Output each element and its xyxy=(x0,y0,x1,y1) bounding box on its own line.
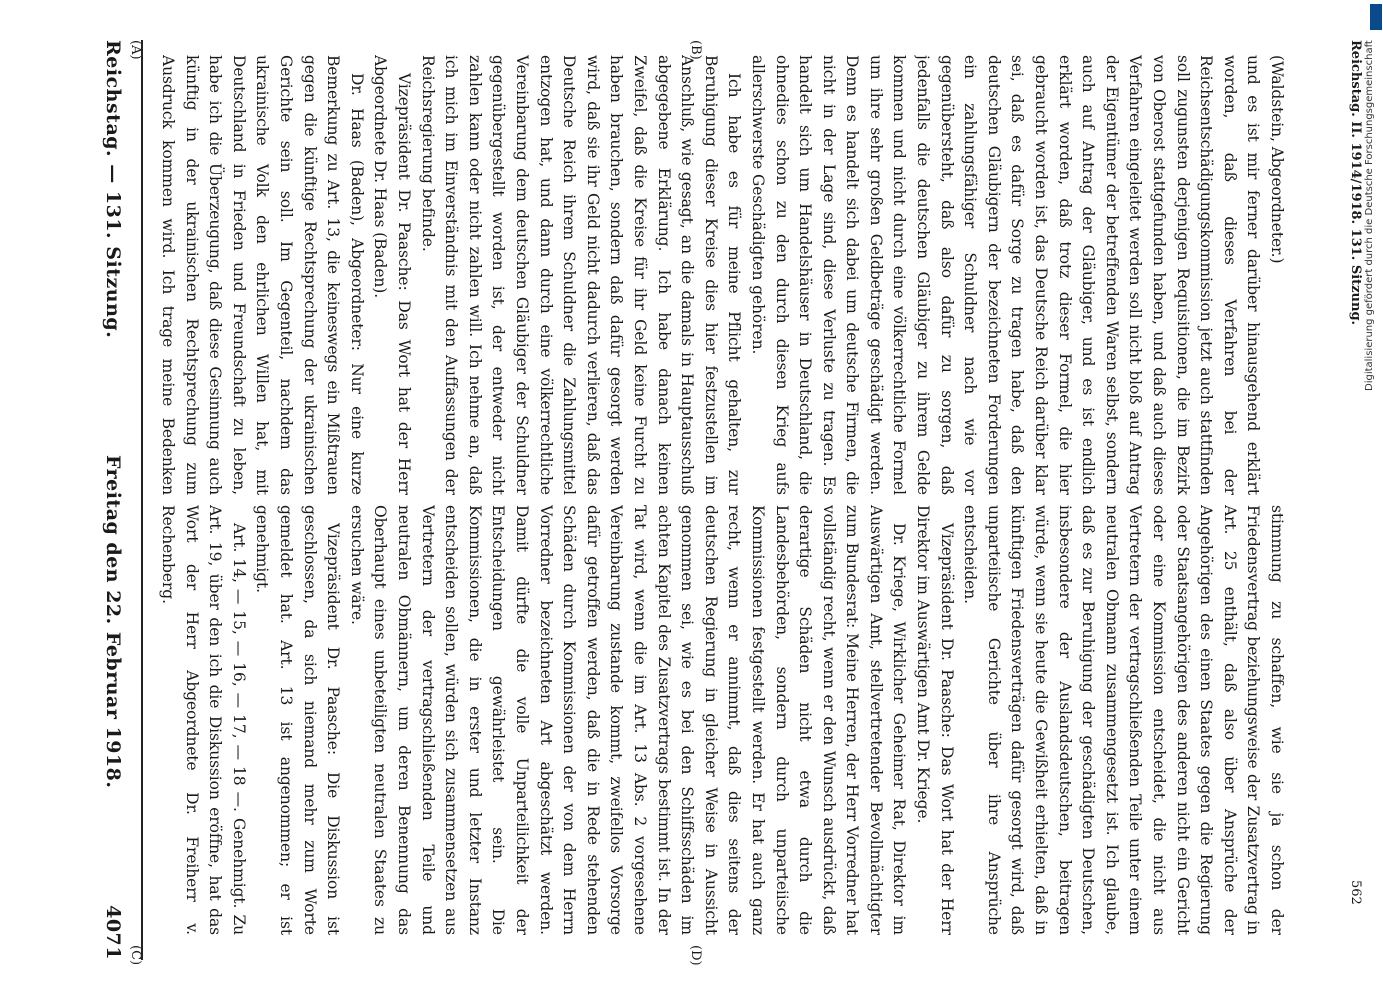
dfg-logo xyxy=(1370,4,1382,30)
right-column xyxy=(158,505,1288,935)
right-paragraph-4: Vizepräsident Dr. Paasche: Die Diskussion ist geschlossen, da sich niemand mehr zum Worte gemeldet hat. Art. 13 ist angenommen; er ist genehmigt. xyxy=(253,505,343,935)
header-rule xyxy=(141,40,143,960)
left-paragraph-2: Ich habe es für meine Pflicht gehalten, zur Beruhigung dieser Kreise dies hier festzustellen im Anschluß, wie gesagt, an die damals in Hauptausschuß abgegebene Erklärung. Ich habe danach keinen Zweifel, daß die Kreise für ihr Geld keine Furcht zu haben brauchen, sondern daß dafür gesorgt werden wird, daß sie ihr Geld nicht dadurch verlieren, daß das Deutsche Reich ihrem Schuldner die Zahlungsmittel entzogen hat, und dann durch eine völkerrechtliche Vereinbarung dem deutschen Gläubiger der Schuldner gegenübergestellt worden ist, der entweder nicht zahlen kann oder nicht zahlen will. Ich nehme an, daß ich mich im Einverständnis mit den Auffassungen der Reichsregierung befinde. xyxy=(418,55,744,495)
margin-marker-c: (C) xyxy=(128,945,143,966)
left-head: (Waldstein, Abgeordneter.) xyxy=(1268,55,1286,264)
page-footer: Reichstag. II. 1914/1918. 131. Sitzung. xyxy=(1348,40,1363,326)
signature-number: 562 xyxy=(1348,880,1363,905)
left-paragraph-4: Dr. Haas (Baden), Abgeordneter: Nur eine kurze Bemerkung zu Art. 13, die keineswegs ein Mißtrauen gegen die künftige Rechtsprechung der ukrainischen Gerichte sein soll. Im Gegenteil, nachdem das ukrainische Volk den ehrlichen Willen hat, mit Deutschland in Frieden und Freundschaft zu leben, habe ich die Überzeugung, daß diese Gesinnung auch künftig in der ukrainischen Rechtsprechung zum Ausdruck kommen wird. Ich trage meine Bedenken xyxy=(159,55,366,495)
margin-marker-b: (B) xyxy=(688,40,703,60)
margin-marker-a: (A) xyxy=(128,40,143,60)
right-paragraph-3: Dr. Kriege, Wirklicher Geheimer Rat, Direktor im Auswärtigen Amt, stellvertretender Bevollmächtigter zum Bundesrat: Meine Herren, der Herr Vorredner hat vollständig recht, wenn er den Wunsch ausdrückt, daß derartige Schäden nicht etwa durch die Landesbehörden, sondern durch unparteiische Kommissionen festgestellt werden. Er hat auch ganz recht, wenn er annimmt, daß dies seitens der deutschen Regierung in gleicher Weise in Aussicht genommen sei, wie es bei den Schiffsschäden im achten Kapitel des Zusatzvertrags bestimmt ist. In der Tat wird, wenn die im Art. 13 Abs. 2 vorgesehene Vereinbarung zustande kommt, zweifellos Vorsorge dafür getroffen werden, daß die in Rede stehenden Schäden durch Kommissionen der von dem Herrn Vorredner bezeichneten Art abgeschätzt werden. Damit dürfte die volle Unparteilichkeit der Entscheidungen gewährleistet sein. Die Kommissionen, die in erster und letzter Instanz entscheiden sollen, würden sich zusammensetzen aus Vertretern der vertragschließenden Teile und neutralen Obmännern, um deren Benennung das Oberhaupt eines unbeteiligten neutralen Staates zu ersuchen wäre. xyxy=(347,505,909,935)
page-number: 4071 xyxy=(102,905,124,960)
header-date: Freitag den 22. Februar 1918. xyxy=(102,454,124,789)
right-paragraph-5: Art. 14, — 15, — 16, — 17, — 18 —. Genehmigt. Zu Art. 19, über den ich die Diskussion eröffne, hat das Wort der Herr Abgeordnete Dr. Freiherr v. Rechenberg. xyxy=(159,505,248,935)
left-paragraph-1: und es ist mir ferner darüber hinausgehend erklärt worden, daß dieses Verfahren bei der Reichsentschädigungskommission jetzt auch stattfinden soll zugunsten derjenigen Requisitionen, die im Bezirk von Oberost stattgefunden haben, und daß auch dieses Verfahren eingeleitet werden soll nicht bloß auf Antrag der Eigentümer der betreffenden Waren selbst, sondern auch auf Antrag der Gläubiger, und es ist endlich erklärt worden, daß trotz dieser Formel, die hier gebraucht worden ist, das Deutsche Reich darüber klar sei, daß es dafür Sorge zu tragen habe, daß den deutschen Gläubigern der bezeichneten Forderungen ein zahlungsfähiger Schuldner nach wie vor gegenübersteht, daß also dafür zu sorgen, daß jedenfalls die deutschen Gläubiger zu ihrem Gelde kommen und nicht durch eine völkerrechtliche Formel um ihre sehr großen Geldbeträge geschädigt werden. Denn es handelt sich dabei um deutsche Firmen, die nicht in der Lage sind, diese Verluste zu tragen. Es handelt sich um Handelshäuser in Deutschland, die ohnedies schon zu den durch diesen Krieg aufs allerschwerste Geschädigten gehören. xyxy=(748,55,1263,495)
left-paragraph-3: Vizepräsident Dr. Paasche: Das Wort hat der Herr Abgeordnete Dr. Haas (Baden). xyxy=(371,55,414,495)
right-paragraph-1: stimmung zu schaffen, wie sie ja schon der Friedensvertrag beziehungsweise der Zusatzvertrag in Art. 25 enthält, daß also über Ansprüche der Angehörigen des einen Staates gegen die Regierung oder Staatsangehörigen des anderen nicht ein Gericht oder eine Kommission entscheidet, die nicht aus Vertretern der vertragschließenden Teile unter einem neutralen Obmann zusammengesetzt ist. Ich glaube, daß es zur Beruhigung der geschädigten Deutschen, insbesondere der Auslandsdeutschen, beitragen würde, wenn sie heute die Gewißheit erhielten, daß in künftigen Friedensverträgen dafür gesorgt wird, daß unparteiische Gerichte über ihre Ansprüche entscheiden. xyxy=(961,505,1286,935)
right-paragraph-2: Vizepräsident Dr. Paasche: Das Wort hat der Herr Direktor im Auswärtigen Amt Dr. Kriege. xyxy=(914,505,956,935)
digitization-credit: Digitalisierung gefördert durch die Deutsche Forschungsgemeinschaft xyxy=(1364,40,1375,391)
margin-marker-d: (D) xyxy=(688,945,703,966)
page-header xyxy=(93,40,133,960)
header-left: Reichstag. — 131. Sitzung. xyxy=(102,40,124,339)
left-column xyxy=(158,55,1288,495)
